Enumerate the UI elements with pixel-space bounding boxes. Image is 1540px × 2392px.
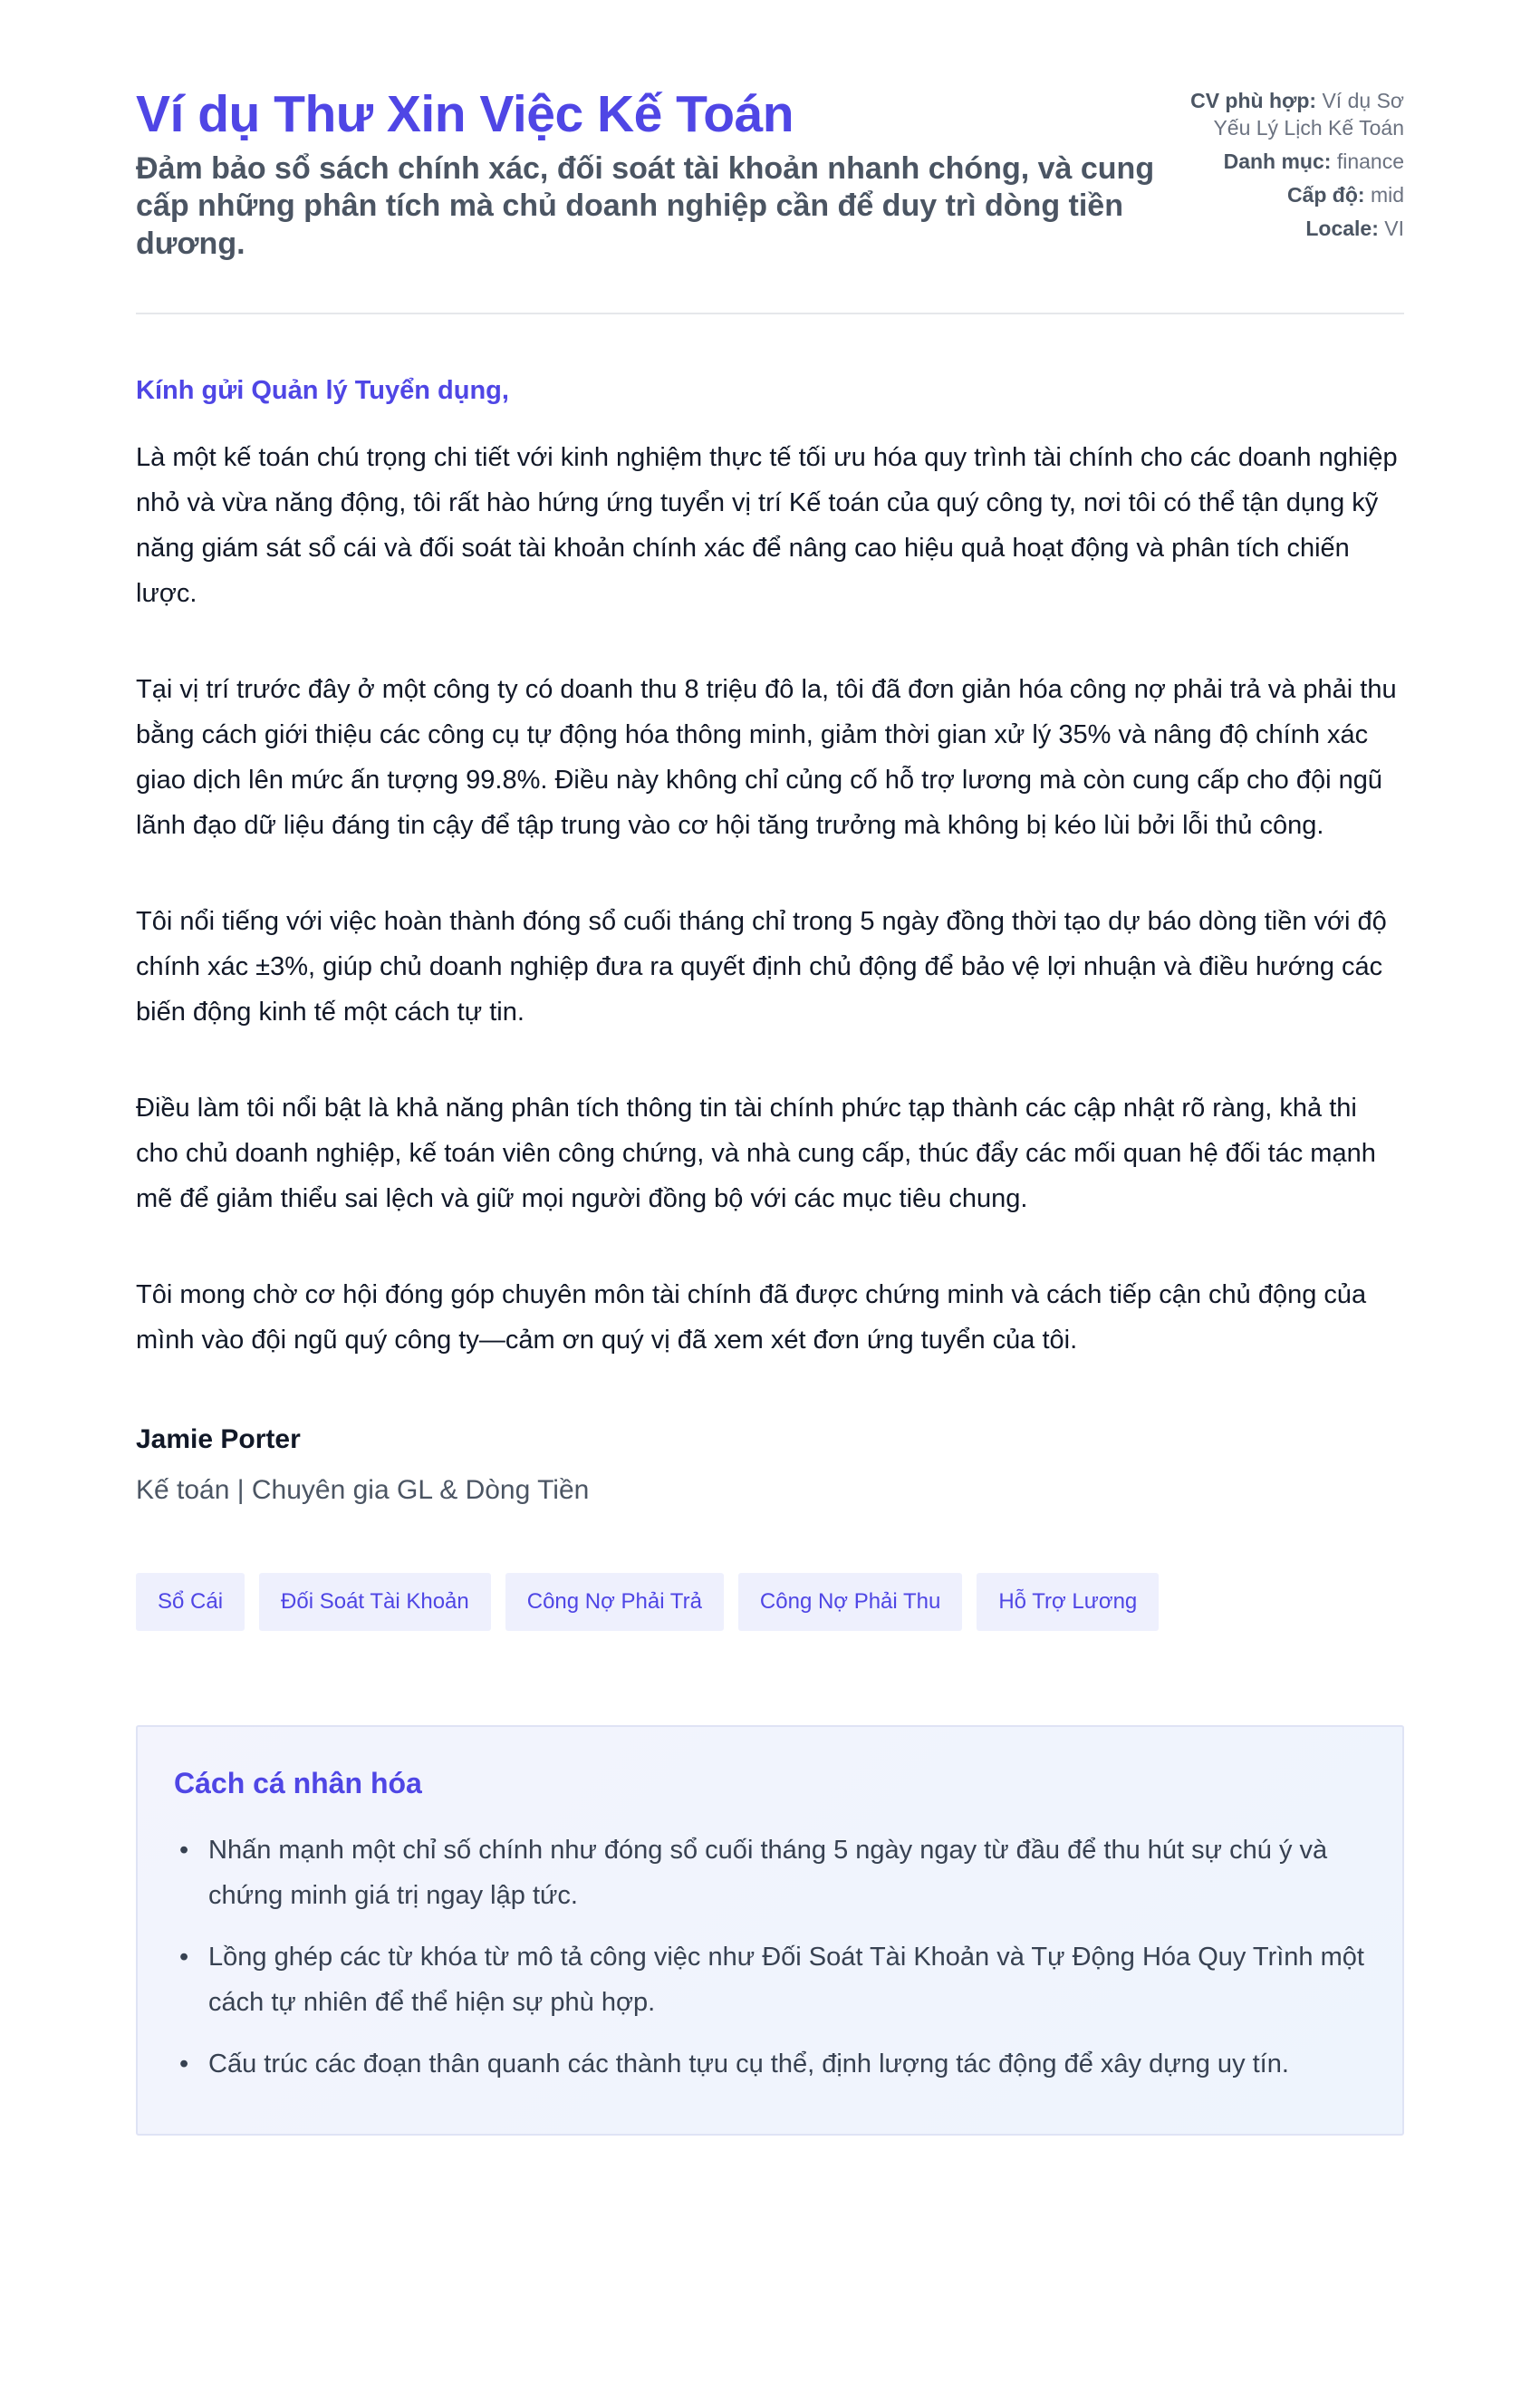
keyword-tag: Sổ Cái [136,1573,245,1631]
tips-item-text: Nhấn mạnh một chỉ số chính như đóng sổ cuối tháng 5 ngày ngay từ đầu để thu hút sự chú ý và chứng minh giá trị ngay lập tức. [208,1836,1328,1911]
letter-paragraph: Tôi mong chờ cơ hội đóng góp chuyên môn tài chính đã được chứng minh và cách tiếp cận chủ động của mình vào đội ngũ quý công ty—cảm ơn quý vị đã xem xét đơn ứng tuyển của tôi. [136,1280,1367,1355]
tips-list-item [174,1828,1366,1918]
keyword-tag: Công Nợ Phải Trả [505,1573,724,1631]
meta-cv-value[interactable]: Ví dụ Sơ Yếu Lý Lịch Kế Toán [1213,89,1404,140]
keyword-tag: Công Nợ Phải Thu [738,1573,962,1631]
tips-item-text: Lồng ghép các từ khóa từ mô tả công việc như Đối Soát Tài Khoản và Tự Động Hóa Quy Trình một cách tự nhiên để thể hiện sự phù hợp. [208,1943,1364,2018]
tips-list [174,1828,1366,2087]
document-header [136,86,1404,314]
signature-name: Jamie Porter [136,1424,301,1455]
meta-cv [1178,88,1404,142]
tips-list-item [174,2041,1366,2087]
bullet-icon: • [179,1836,189,1866]
letter-paragraph: Là một kế toán chú trọng chi tiết với kinh nghiệm thực tế tối ưu hóa quy trình tài chính cho các doanh nghiệp nhỏ và vừa năng động, tôi rất hào hứng ứng tuyển vị trí Kế toán của quý công ty, nơi tôi có thể tận dụng kỹ năng giám sát sổ cái và đối soát tài khoản chính xác để nâng cao hiệu quả hoạt động và phân tích chiến lược. [136,443,1398,609]
meta-level [1178,182,1404,209]
meta-locale-key: Locale: [1305,216,1379,240]
keyword-tag: Đối Soát Tài Khoản [259,1573,491,1631]
tips-title: Cách cá nhân hóa [174,1767,422,1800]
page-subtitle: Đảm bảo sổ sách chính xác, đối soát tài khoản nhanh chóng, và cung cấp những phân tích mà chủ doanh nghiệp cần để duy trì dòng tiền dương. [136,150,1155,261]
tips-list-item [174,1934,1366,2025]
header-titles [136,86,1160,263]
meta-category [1178,149,1404,176]
metadata-panel [1178,86,1404,248]
meta-level-key: Cấp độ: [1286,182,1365,207]
bullet-icon: • [179,2050,189,2079]
meta-category-key: Danh mục: [1223,149,1332,173]
page-title: Ví dụ Thư Xin Việc Kế Toán [136,85,794,143]
meta-level-value: mid [1370,182,1404,207]
tips-item-text: Cấu trúc các đoạn thân quanh các thành tựu cụ thể, định lượng tác động để xây dựng uy tín. [208,2050,1289,2079]
bullet-icon: • [179,1943,189,1972]
letter-paragraph: Tại vị trí trước đây ở một công ty có doanh thu 8 triệu đô la, tôi đã đơn giản hóa công nợ phải trả và phải thu bằng cách giới thiệu các công cụ tự động hóa thông minh, giảm thời gian xử lý 35% và nâng độ chính xác giao dịch lên mức ấn tượng 99.8%. Điều này không chỉ củng cố hỗ trợ lương mà còn cung cấp cho đội ngũ lãnh đạo dữ liệu đáng tin cậy để tập trung vào cơ hội tăng trưởng mà không bị kéo lùi bởi lỗi thủ công. [136,675,1397,841]
letter-paragraph: Điều làm tôi nổi bật là khả năng phân tích thông tin tài chính phức tạp thành các cập nhật rõ ràng, khả thi cho chủ doanh nghiệp, kế toán viên công chứng, và nhà cung cấp, thúc đẩy các mối quan hệ đối tác mạnh mẽ để giảm thiểu sai lệch và giữ mọi người đồng bộ với các mục tiêu chung. [136,1094,1376,1214]
meta-locale-value: VI [1384,216,1404,240]
signature-block [136,1424,1404,1506]
keyword-tag: Hỗ Trợ Lương [977,1573,1159,1631]
meta-cv-key: CV phù hợp: [1190,89,1317,112]
letter-paragraph: Tôi nổi tiếng với việc hoàn thành đóng sổ cuối tháng chỉ trong 5 ngày đồng thời tạo dự báo dòng tiền với độ chính xác ±3%, giúp chủ doanh nghiệp đưa ra quyết định chủ động để bảo vệ lợi nhuận và điều hướng các biến động kinh tế một cách tự tin. [136,907,1387,1027]
personalization-tips-box [136,1725,1404,2136]
letter-greeting: Kính gửi Quản lý Tuyển dụng, [136,376,509,406]
keyword-tags [136,1573,1404,1631]
meta-locale [1178,216,1404,243]
meta-category-value: finance [1336,149,1404,173]
signature-title: Kế toán | Chuyên gia GL & Dòng Tiền [136,1475,590,1506]
letter-body [136,435,1404,1363]
